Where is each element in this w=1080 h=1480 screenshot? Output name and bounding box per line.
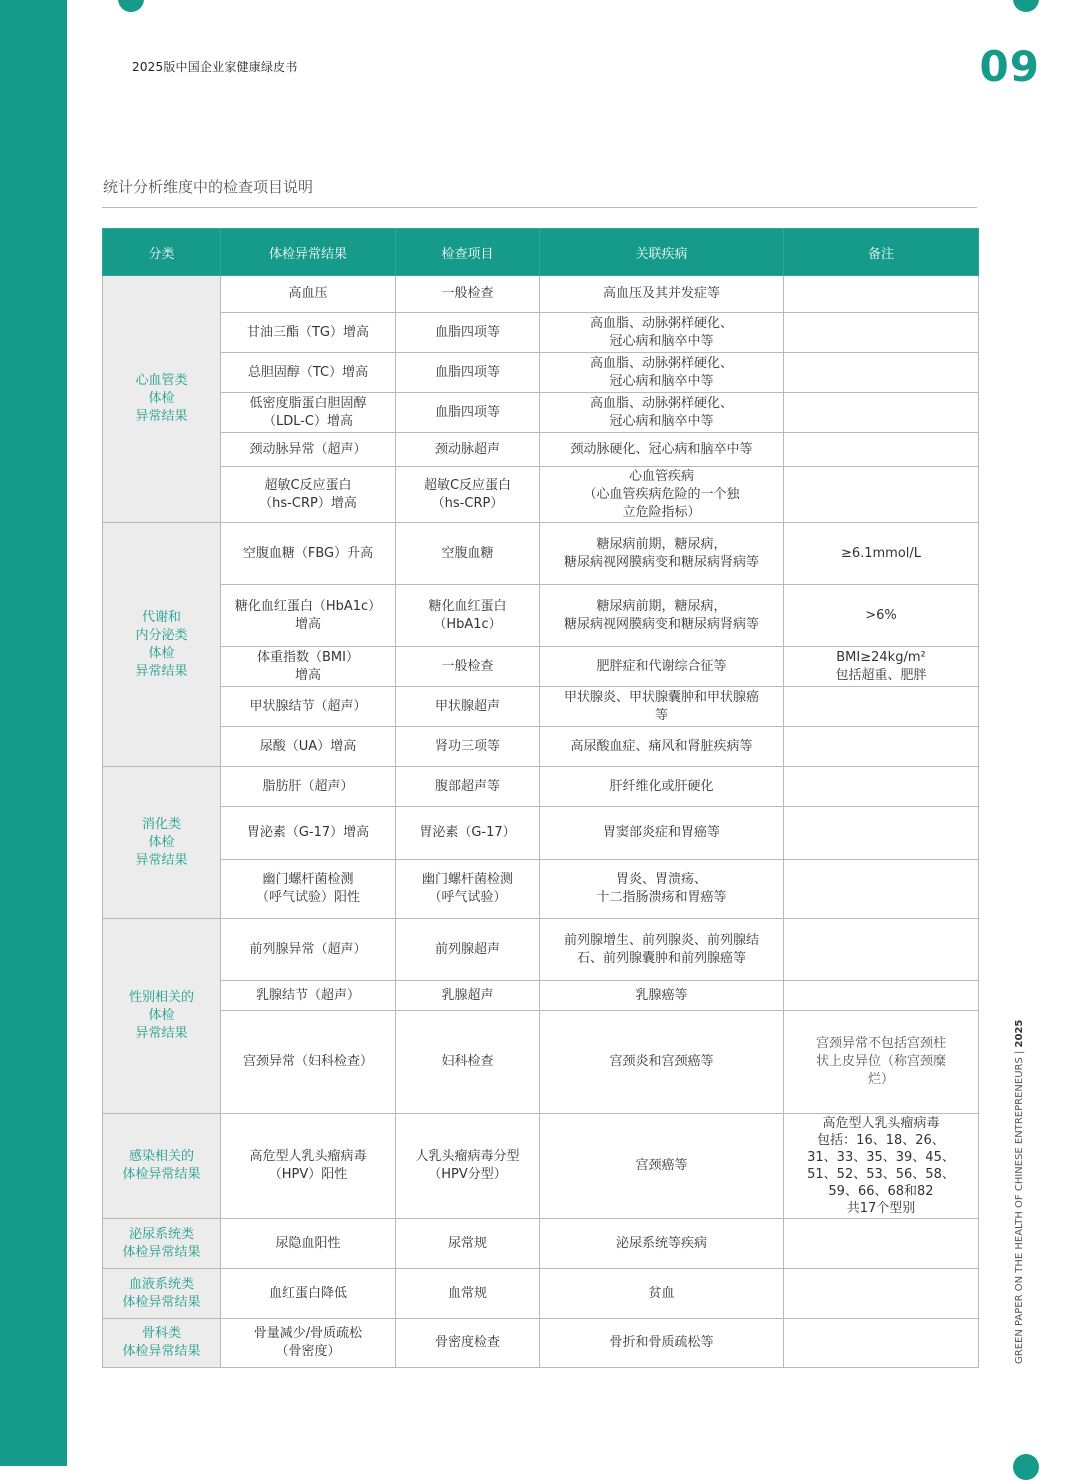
cell-disease: 高血脂、动脉粥样硬化、 冠心病和脑卒中等 (540, 313, 784, 353)
cell-disease: 宫颈炎和宫颈癌等 (540, 1011, 784, 1114)
side-footer-text: GREEN PAPER ON THE HEALTH OF CHINESE ENTREPRENEURS | (1014, 1047, 1025, 1364)
cell-item: 超敏C反应蛋白 （hs-CRP） (396, 467, 540, 523)
table-row (103, 860, 979, 919)
table-row (103, 1269, 979, 1319)
table-row (103, 467, 979, 523)
decorative-dot-top-right (1013, 0, 1039, 12)
cell-disease: 甲状腺炎、甲状腺囊肿和甲状腺癌 等 (540, 687, 784, 727)
table-row (103, 393, 979, 433)
category-cardiovascular: 心血管类 体检 异常结果 (103, 276, 221, 523)
cell-note (784, 1219, 979, 1269)
cell-result: 尿隐血阳性 (221, 1219, 396, 1269)
cell-disease: 糖尿病前期，糖尿病， 糖尿病视网膜病变和糖尿病肾病等 (540, 585, 784, 647)
cell-result: 体重指数（BMI） 增高 (221, 647, 396, 687)
cell-result: 低密度脂蛋白胆固醇 （LDL-C）增高 (221, 393, 396, 433)
cell-note (784, 687, 979, 727)
cell-disease: 胃炎、胃溃疡、 十二指肠溃疡和胃癌等 (540, 860, 784, 919)
cell-disease: 高血脂、动脉粥样硬化、 冠心病和脑卒中等 (540, 393, 784, 433)
table-row (103, 1011, 979, 1114)
table-row (103, 727, 979, 767)
cell-note: ≥6.1mmol/L (784, 523, 979, 585)
cell-note (784, 727, 979, 767)
category-blood: 血液系统类 体检异常结果 (103, 1269, 221, 1319)
left-color-band (0, 0, 67, 1466)
cell-result: 高危型人乳头瘤病毒 （HPV）阳性 (221, 1114, 396, 1219)
cell-result: 尿酸（UA）增高 (221, 727, 396, 767)
cell-result: 宫颈异常（妇科检查） (221, 1011, 396, 1114)
header-disease: 关联疾病 (540, 229, 784, 276)
table-row (103, 1219, 979, 1269)
cell-item: 前列腺超声 (396, 919, 540, 981)
cell-disease: 泌尿系统等疾病 (540, 1219, 784, 1269)
cell-note (784, 767, 979, 807)
cell-note: 宫颈异常不包括宫颈柱 状上皮异位（称宫颈糜 烂） (784, 1011, 979, 1114)
cell-result: 甲状腺结节（超声） (221, 687, 396, 727)
cell-item: 人乳头瘤病毒分型 （HPV分型） (396, 1114, 540, 1219)
header-note: 备注 (784, 229, 979, 276)
category-urinary: 泌尿系统类 体检异常结果 (103, 1219, 221, 1269)
cell-disease: 高尿酸血症、痛风和肾脏疾病等 (540, 727, 784, 767)
cell-note: BMI≥24kg/m² 包括超重、肥胖 (784, 647, 979, 687)
page-number: 09 (979, 42, 1040, 91)
section-title: 统计分析维度中的检查项目说明 (103, 178, 314, 196)
table-row (103, 647, 979, 687)
cell-item: 一般检查 (396, 276, 540, 313)
table-row (103, 585, 979, 647)
cell-disease: 骨折和骨质疏松等 (540, 1319, 784, 1368)
cell-item: 乳腺超声 (396, 981, 540, 1011)
cell-note (784, 807, 979, 860)
cell-disease: 胃窦部炎症和胃癌等 (540, 807, 784, 860)
cell-result: 高血压 (221, 276, 396, 313)
cell-item: 尿常规 (396, 1219, 540, 1269)
cell-disease: 心血管疾病 （心血管疾病危险的一个独 立危险指标） (540, 467, 784, 523)
table-row (103, 276, 979, 313)
cell-disease: 高血脂、动脉粥样硬化、 冠心病和脑卒中等 (540, 353, 784, 393)
decorative-dot-top-left (118, 0, 144, 12)
cell-result: 糖化血红蛋白（HbA1c） 增高 (221, 585, 396, 647)
header-item: 检查项目 (396, 229, 540, 276)
table-row (103, 807, 979, 860)
cell-result: 前列腺异常（超声） (221, 919, 396, 981)
table-row (103, 353, 979, 393)
category-digestive: 消化类 体检 异常结果 (103, 767, 221, 919)
cell-item: 血脂四项等 (396, 313, 540, 353)
table-row (103, 687, 979, 727)
cell-note (784, 1319, 979, 1368)
cell-note: >6% (784, 585, 979, 647)
cell-note (784, 1269, 979, 1319)
cell-result: 脂肪肝（超声） (221, 767, 396, 807)
cell-note (784, 433, 979, 467)
cell-note (784, 276, 979, 313)
cell-item: 胃泌素（G-17） (396, 807, 540, 860)
cell-note (784, 313, 979, 353)
document-title: 2025版中国企业家健康绿皮书 (132, 60, 298, 74)
cell-item: 妇科检查 (396, 1011, 540, 1114)
cell-note: 高危型人乳头瘤病毒 包括：16、18、26、 31、33、35、39、45、 51、52、53、56、58、 59、66、68和82 共17个型别 (784, 1114, 979, 1219)
cell-item: 甲状腺超声 (396, 687, 540, 727)
cell-item: 幽门螺杆菌检测 （呼气试验） (396, 860, 540, 919)
category-metabolic: 代谢和 内分泌类 体检 异常结果 (103, 523, 221, 767)
cell-note (784, 981, 979, 1011)
cell-result: 超敏C反应蛋白 （hs-CRP）增高 (221, 467, 396, 523)
side-footer (1014, 1019, 1030, 1364)
cell-result: 颈动脉异常（超声） (221, 433, 396, 467)
cell-item: 颈动脉超声 (396, 433, 540, 467)
cell-result: 甘油三酯（TG）增高 (221, 313, 396, 353)
cell-item: 空腹血糖 (396, 523, 540, 585)
cell-item: 血脂四项等 (396, 393, 540, 433)
table-row (103, 981, 979, 1011)
table-row (103, 919, 979, 981)
category-gender: 性别相关的 体检 异常结果 (103, 919, 221, 1114)
category-infection: 感染相关的 体检异常结果 (103, 1114, 221, 1219)
cell-item: 腹部超声等 (396, 767, 540, 807)
cell-item: 骨密度检查 (396, 1319, 540, 1368)
cell-result: 幽门螺杆菌检测 （呼气试验）阳性 (221, 860, 396, 919)
table-row (103, 1319, 979, 1368)
cell-note (784, 353, 979, 393)
cell-disease: 肝纤维化或肝硬化 (540, 767, 784, 807)
table-row (103, 313, 979, 353)
cell-disease: 乳腺癌等 (540, 981, 784, 1011)
cell-result: 乳腺结节（超声） (221, 981, 396, 1011)
cell-disease: 糖尿病前期，糖尿病， 糖尿病视网膜病变和糖尿病肾病等 (540, 523, 784, 585)
cell-disease: 颈动脉硬化、冠心病和脑卒中等 (540, 433, 784, 467)
cell-note (784, 860, 979, 919)
side-footer-year: 2025 (1014, 1019, 1025, 1048)
cell-result: 空腹血糖（FBG）升高 (221, 523, 396, 585)
cell-disease: 前列腺增生、前列腺炎、前列腺结 石、前列腺囊肿和前列腺癌等 (540, 919, 784, 981)
header-result: 体检异常结果 (221, 229, 396, 276)
cell-item: 肾功三项等 (396, 727, 540, 767)
cell-item: 一般检查 (396, 647, 540, 687)
exam-items-table (102, 228, 979, 1368)
header-category: 分类 (103, 229, 221, 276)
cell-disease: 高血压及其并发症等 (540, 276, 784, 313)
decorative-dot-bottom-right (1013, 1454, 1039, 1480)
cell-note (784, 467, 979, 523)
cell-result: 血红蛋白降低 (221, 1269, 396, 1319)
cell-disease: 宫颈癌等 (540, 1114, 784, 1219)
section-divider (102, 207, 977, 208)
cell-item: 糖化血红蛋白 （HbA1c） (396, 585, 540, 647)
cell-disease: 肥胖症和代谢综合征等 (540, 647, 784, 687)
cell-item: 血脂四项等 (396, 353, 540, 393)
table-row (103, 1114, 979, 1219)
cell-note (784, 393, 979, 433)
category-orthopedic: 骨科类 体检异常结果 (103, 1319, 221, 1368)
cell-result: 骨量减少/骨质疏松 （骨密度） (221, 1319, 396, 1368)
cell-disease: 贫血 (540, 1269, 784, 1319)
cell-result: 胃泌素（G-17）增高 (221, 807, 396, 860)
cell-result: 总胆固醇（TC）增高 (221, 353, 396, 393)
cell-item: 血常规 (396, 1269, 540, 1319)
table-header-row (103, 229, 979, 276)
table-row (103, 523, 979, 585)
table-row (103, 433, 979, 467)
cell-note (784, 919, 979, 981)
table-row (103, 767, 979, 807)
